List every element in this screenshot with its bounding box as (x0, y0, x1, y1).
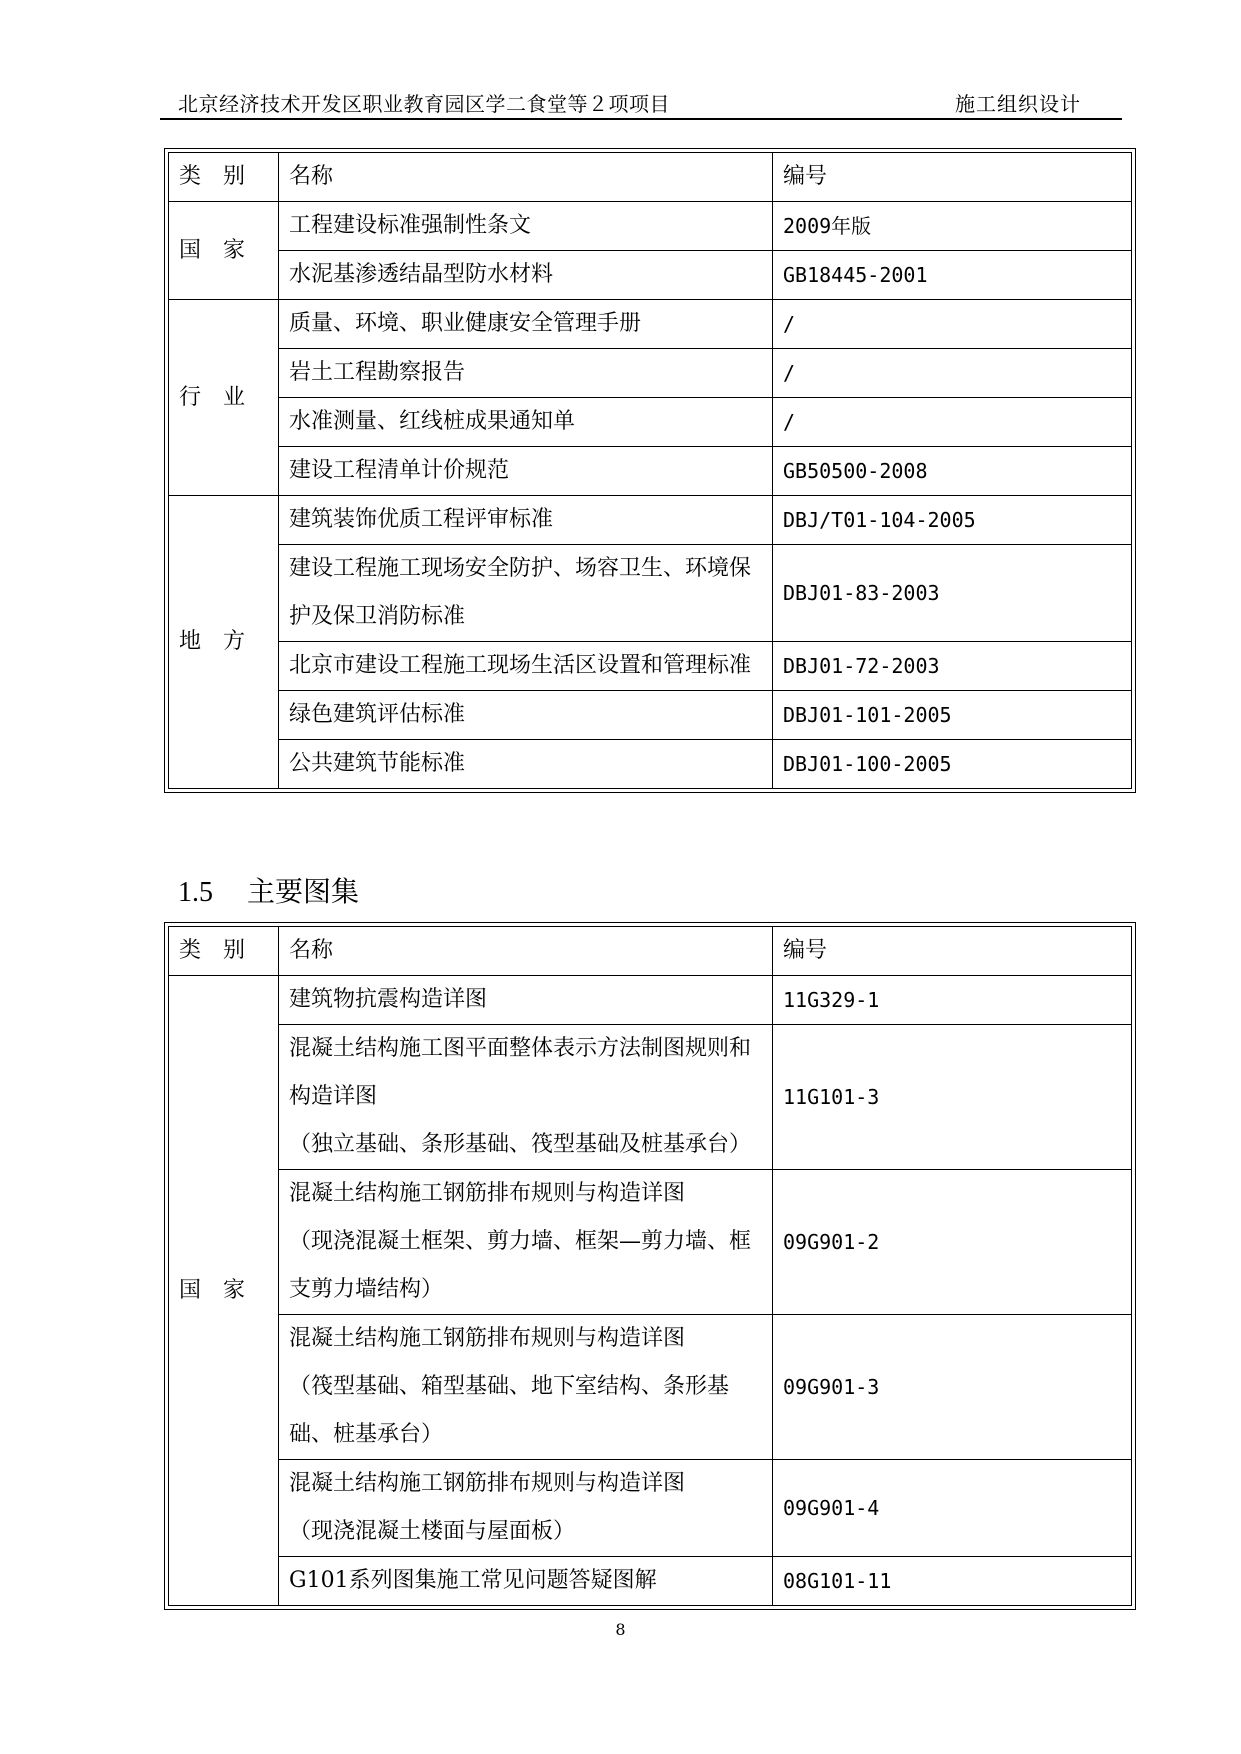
table-row (169, 1170, 1132, 1315)
table-row (169, 496, 1132, 545)
header-doc-type: 施工组织设计 (955, 92, 1081, 116)
atlas-code: 11G329-1 (773, 976, 1132, 1025)
header-category: 类 别 (169, 153, 279, 202)
header-rule (160, 118, 1122, 120)
standard-name: 公共建筑节能标准 (279, 740, 773, 789)
standard-code: DBJ01-72-2003 (773, 642, 1132, 691)
table-row (169, 740, 1132, 789)
standard-name: 水泥基渗透结晶型防水材料 (279, 251, 773, 300)
header-name: 名称 (279, 927, 773, 976)
table-row (169, 447, 1132, 496)
standard-name: 建设工程清单计价规范 (279, 447, 773, 496)
atlas-subtitle: （筏型基础、箱型基础、地下室结构、条形基础、桩基承台） (289, 1374, 730, 1447)
table-row (169, 691, 1132, 740)
standards-table (164, 148, 1136, 793)
standard-code: DBJ01-83-2003 (773, 545, 1132, 642)
standard-code: DBJ01-101-2005 (773, 691, 1132, 740)
header-category: 类 别 (169, 927, 279, 976)
standard-code: / (773, 398, 1132, 447)
atlas-name: 混凝土结构施工图平面整体表示方法制图规则和构造详图 (289, 1036, 752, 1109)
table-row (169, 1315, 1132, 1460)
standard-code: / (773, 349, 1132, 398)
table-row (169, 976, 1132, 1025)
atlas-name: 混凝土结构施工钢筋排布规则与构造详图 (289, 1181, 686, 1206)
table-row (169, 1025, 1132, 1170)
table-row (169, 642, 1132, 691)
atlas-code: 09G901-2 (773, 1170, 1132, 1315)
header-code: 编号 (773, 153, 1132, 202)
standard-name: 绿色建筑评估标准 (279, 691, 773, 740)
section-heading (178, 870, 359, 910)
page-number: 8 (615, 1620, 626, 1639)
table-row (169, 300, 1132, 349)
atlas-name: 建筑物抗震构造详图 (279, 976, 773, 1025)
atlas-name-cell (279, 1315, 773, 1460)
standard-name: 岩土工程勘察报告 (279, 349, 773, 398)
standard-code: / (773, 300, 1132, 349)
atlas-code: 11G101-3 (773, 1025, 1132, 1170)
atlas-name-cell (279, 1025, 773, 1170)
atlas-name: 混凝土结构施工钢筋排布规则与构造详图 (289, 1326, 686, 1351)
atlas-code: 09G901-3 (773, 1315, 1132, 1460)
table-row (169, 1460, 1132, 1557)
standard-code: DBJ/T01-104-2005 (773, 496, 1132, 545)
standard-name: 质量、环境、职业健康安全管理手册 (279, 300, 773, 349)
header-name: 名称 (279, 153, 773, 202)
atlas-subtitle: （现浇混凝土楼面与屋面板） (289, 1519, 576, 1544)
standard-name: 水准测量、红线桩成果通知单 (279, 398, 773, 447)
table-row (169, 398, 1132, 447)
section-title: 主要图集 (247, 875, 360, 908)
standard-code: 2009年版 (773, 202, 1132, 251)
standard-code: DBJ01-100-2005 (773, 740, 1132, 789)
atlas-subtitle: （独立基础、条形基础、筏型基础及桩基承台） (289, 1132, 752, 1157)
standard-name: 建筑装饰优质工程评审标准 (279, 496, 773, 545)
atlas-name-cell (279, 1460, 773, 1557)
section-number: 1.5 (178, 877, 213, 908)
category-cell: 国 家 (169, 976, 279, 1606)
table-header-row (169, 927, 1132, 976)
drawings-table (164, 922, 1136, 1610)
table-row (169, 1557, 1132, 1606)
header-code: 编号 (773, 927, 1132, 976)
atlas-subtitle: （现浇混凝土框架、剪力墙、框架—剪力墙、框支剪力墙结构） (289, 1229, 752, 1302)
standard-code: GB50500-2008 (773, 447, 1132, 496)
table-row (169, 545, 1132, 642)
header-project-title: 北京经济技术开发区职业教育园区学二食堂等２项项目 (178, 92, 670, 116)
table-row (169, 349, 1132, 398)
table-header-row (169, 153, 1132, 202)
atlas-name-cell (279, 1170, 773, 1315)
atlas-code: 09G901-4 (773, 1460, 1132, 1557)
table-row (169, 202, 1132, 251)
standard-code: GB18445-2001 (773, 251, 1132, 300)
standard-name: 工程建设标准强制性条文 (279, 202, 773, 251)
atlas-name: 混凝土结构施工钢筋排布规则与构造详图 (289, 1471, 686, 1496)
standard-name: 北京市建设工程施工现场生活区设置和管理标准 (279, 642, 773, 691)
standard-name: 建设工程施工现场安全防护、场容卫生、环境保护及保卫消防标准 (279, 545, 773, 642)
category-cell: 行 业 (169, 300, 279, 496)
category-cell: 国 家 (169, 202, 279, 300)
category-cell: 地 方 (169, 496, 279, 789)
table-row (169, 251, 1132, 300)
atlas-code: 08G101-11 (773, 1557, 1132, 1606)
atlas-name: G101系列图集施工常见问题答疑图解 (279, 1557, 773, 1606)
